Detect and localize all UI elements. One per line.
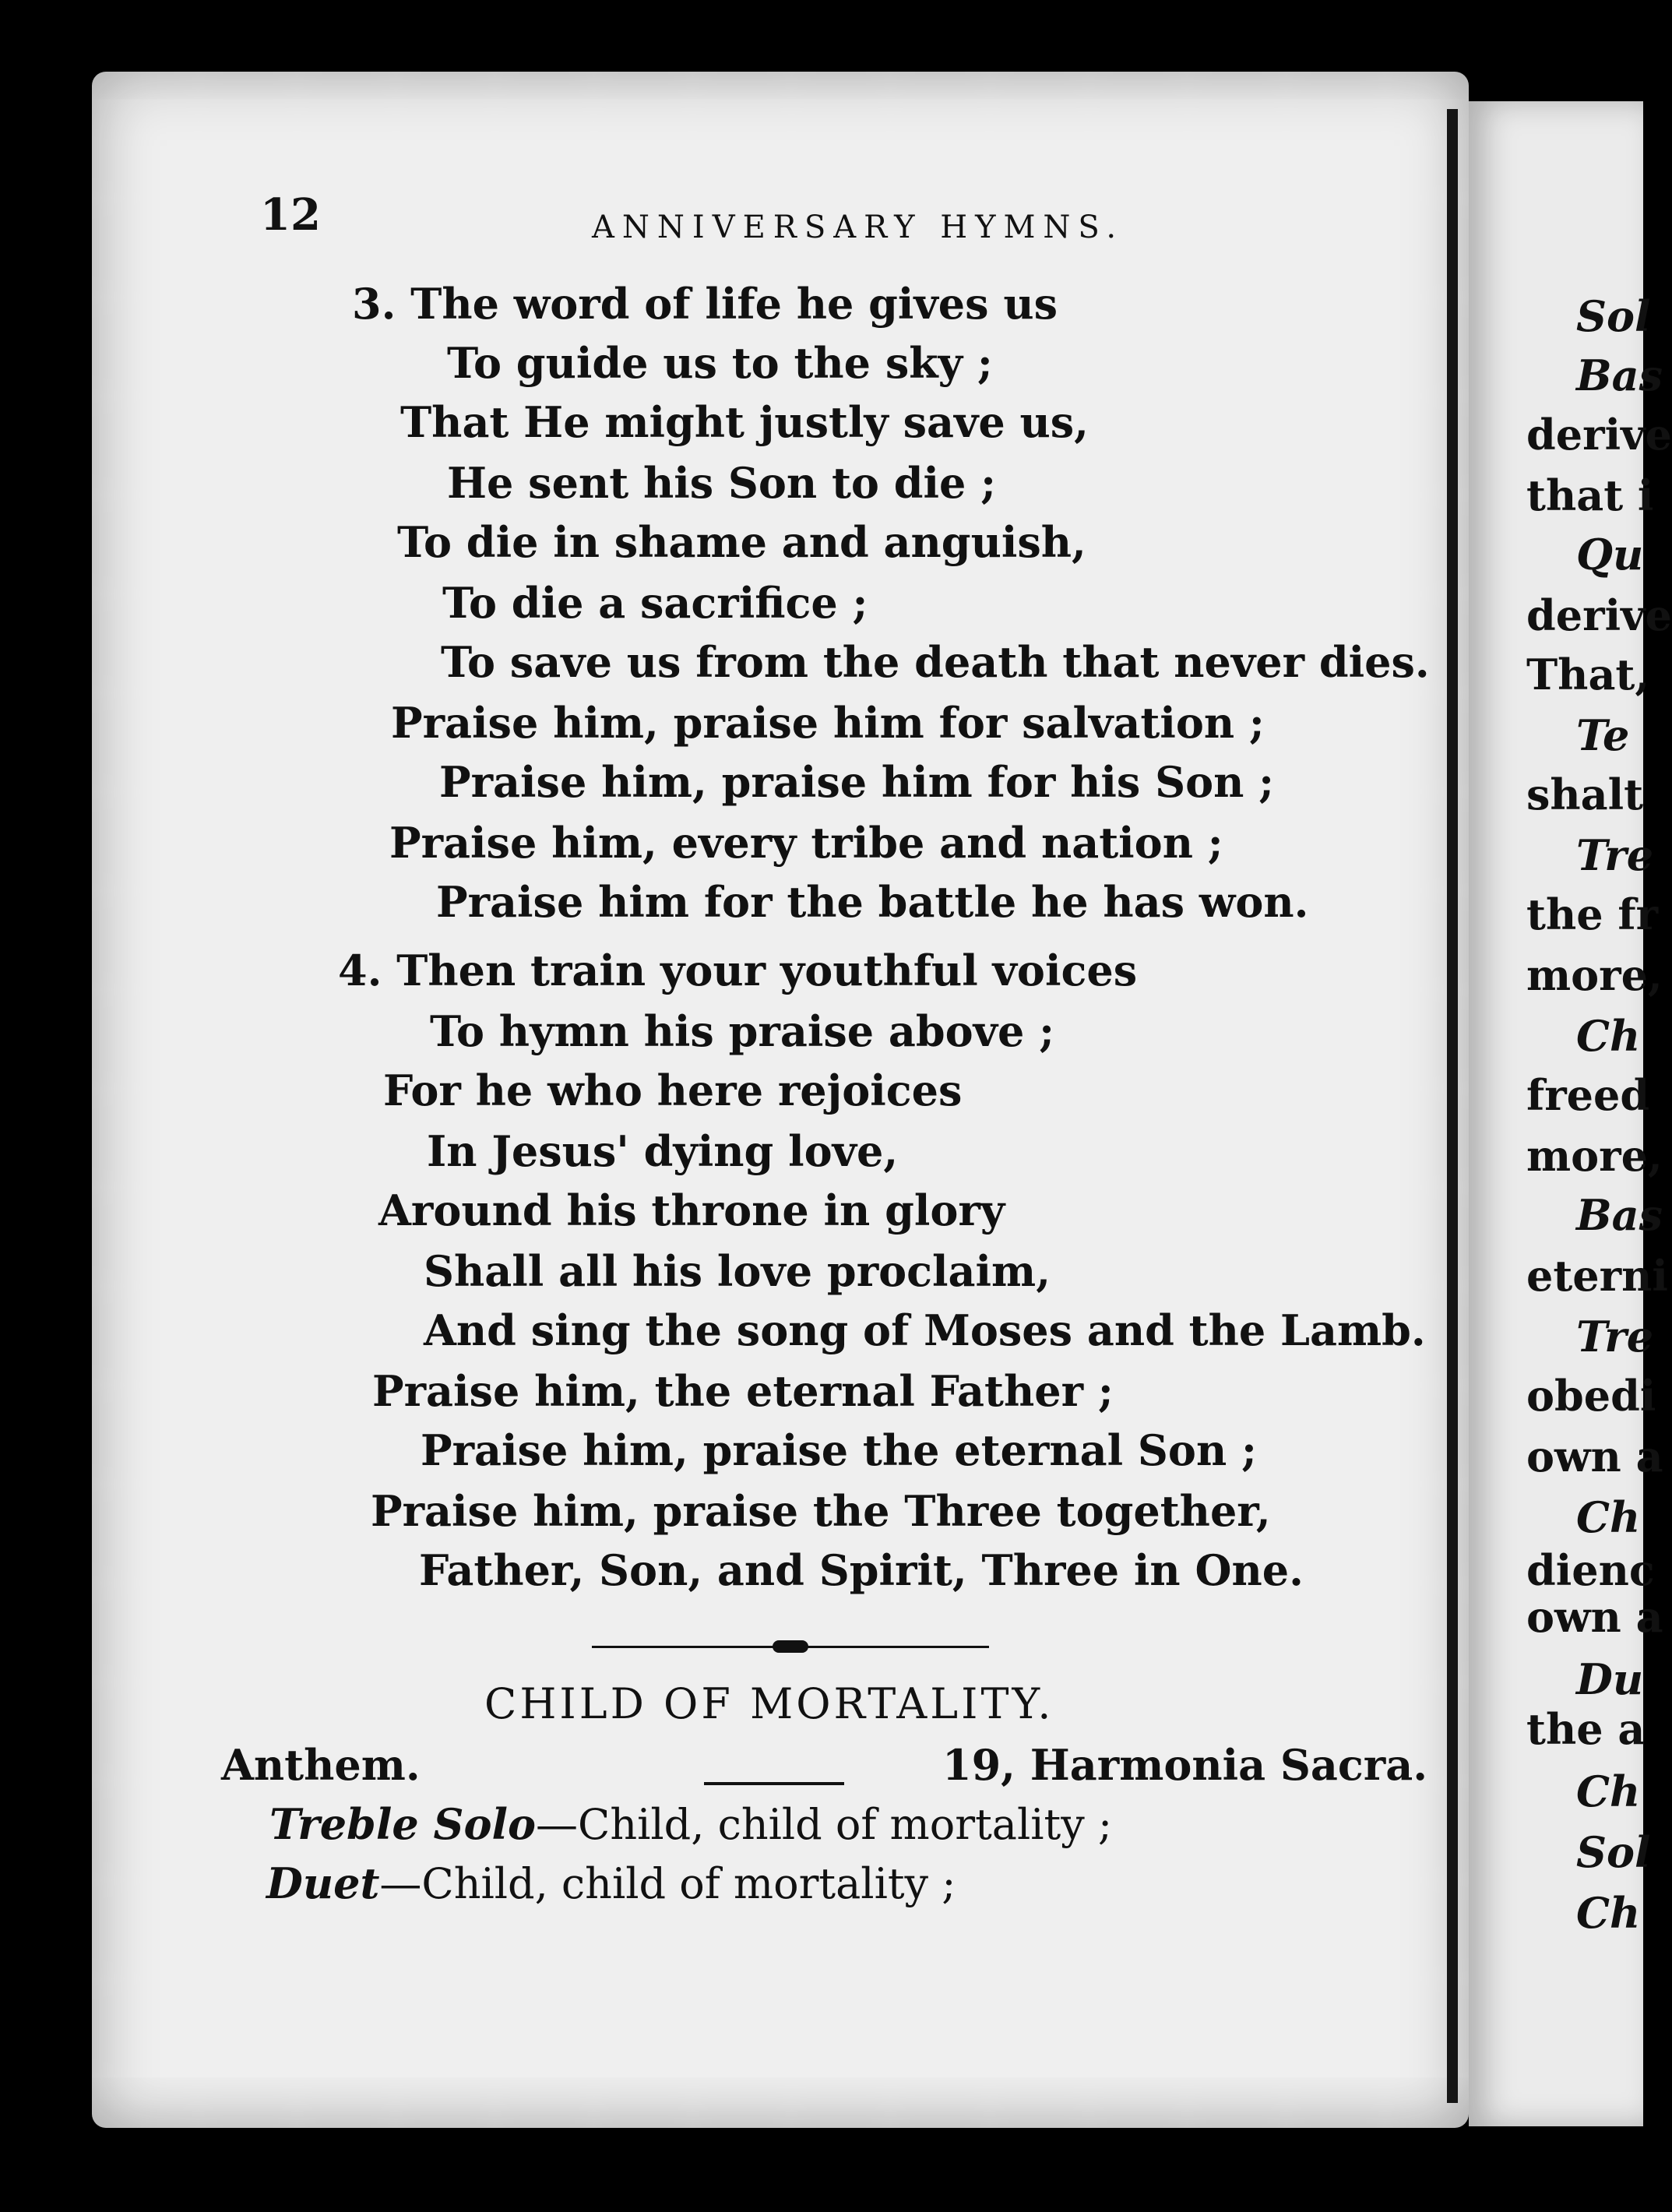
verse-line: Praise him, praise him for his Son ;	[439, 757, 1275, 807]
right-fragment: Sol	[1576, 291, 1651, 341]
right-fragment: the a	[1526, 1704, 1646, 1754]
right-fragment: Sol	[1576, 1827, 1651, 1877]
right-fragment: that i	[1526, 470, 1654, 520]
right-fragment: shalt	[1526, 770, 1644, 819]
right-fragment: Ch	[1576, 1766, 1641, 1816]
part-text: —Child, child of mortality ;	[379, 1859, 956, 1908]
verse-line: Praise him, praise him for salvation ;	[391, 698, 1265, 748]
right-fragment: own a	[1526, 1432, 1663, 1481]
verse-line: To save us from the death that never dies.	[441, 637, 1430, 687]
right-fragment: more,	[1526, 950, 1663, 1000]
verse-line: To hymn his praise above ;	[430, 1006, 1055, 1056]
verse-line: 4. Then train your youthful voices	[338, 946, 1138, 995]
right-fragment: That,	[1526, 650, 1650, 699]
ornamental-rule	[592, 1639, 989, 1654]
right-fragment: more,	[1526, 1131, 1663, 1181]
verse-line: Praise him, every tribe and nation ;	[389, 818, 1223, 868]
part-name: Duet	[266, 1858, 380, 1908]
page-gutter	[1447, 109, 1458, 2103]
verse-line: Around his throne in glory	[378, 1185, 1005, 1235]
right-fragment: Te	[1576, 710, 1630, 760]
right-fragment: Ch	[1576, 1011, 1641, 1061]
verse-line: And sing the song of Moses and the Lamb.	[424, 1305, 1426, 1355]
right-fragment: dienc	[1526, 1545, 1655, 1595]
right-fragment: the fr	[1526, 889, 1659, 939]
right-fragment: Tre	[1576, 1312, 1654, 1361]
verse-line: To die a sacrifice ;	[442, 578, 868, 628]
part-text: —Child, child of mortality ;	[536, 1800, 1113, 1849]
right-fragment: own a	[1526, 1592, 1663, 1642]
part-line	[269, 1801, 1112, 1848]
running-title: ANNIVERSARY HYMNS.	[592, 210, 1125, 245]
right-fragment: Bas	[1576, 350, 1663, 400]
verse-line: Shall all his love proclaim,	[424, 1246, 1051, 1296]
right-fragment: obedi	[1526, 1371, 1656, 1421]
verse-line: Father, Son, and Spirit, Three in One.	[419, 1545, 1304, 1595]
verse-line: For he who here rejoices	[383, 1065, 963, 1115]
right-fragment: Ch	[1576, 1492, 1641, 1542]
part-line	[266, 1860, 956, 1907]
verse-line: Praise him, praise the Three together,	[371, 1486, 1271, 1536]
verse-line: To guide us to the sky ;	[447, 338, 993, 388]
right-fragment: eterni	[1526, 1251, 1668, 1301]
verse-line: Praise him, the eternal Father ;	[372, 1366, 1114, 1416]
right-fragment: derive	[1526, 410, 1672, 460]
section-source: 19, Harmonia Sacra.	[942, 1740, 1428, 1790]
right-fragment: derive	[1526, 590, 1672, 640]
separator-dash	[704, 1782, 844, 1785]
section-kind: Anthem.	[221, 1740, 421, 1790]
part-name: Treble Solo	[269, 1799, 537, 1849]
right-fragment: freed	[1526, 1070, 1650, 1120]
right-fragment: Ch	[1576, 1888, 1641, 1938]
section-title: CHILD OF MORTALITY.	[484, 1679, 1054, 1728]
right-fragment: Tre	[1576, 830, 1654, 880]
verse-line: He sent his Son to die ;	[447, 458, 997, 508]
right-fragment: Qu	[1576, 530, 1644, 579]
page-number: 12	[260, 189, 321, 241]
right-fragment: Du	[1576, 1654, 1644, 1704]
verse-line: That He might justly save us,	[400, 397, 1089, 447]
verse-line: To die in shame and anguish,	[397, 517, 1086, 567]
verse-line: Praise him, praise the eternal Son ;	[421, 1425, 1257, 1475]
verse-line: 3. The word of life he gives us	[352, 279, 1058, 329]
verse-line: In Jesus' dying love,	[427, 1126, 899, 1176]
right-fragment: Bas	[1576, 1190, 1663, 1240]
verse-line: Praise him for the battle he has won.	[436, 877, 1309, 927]
